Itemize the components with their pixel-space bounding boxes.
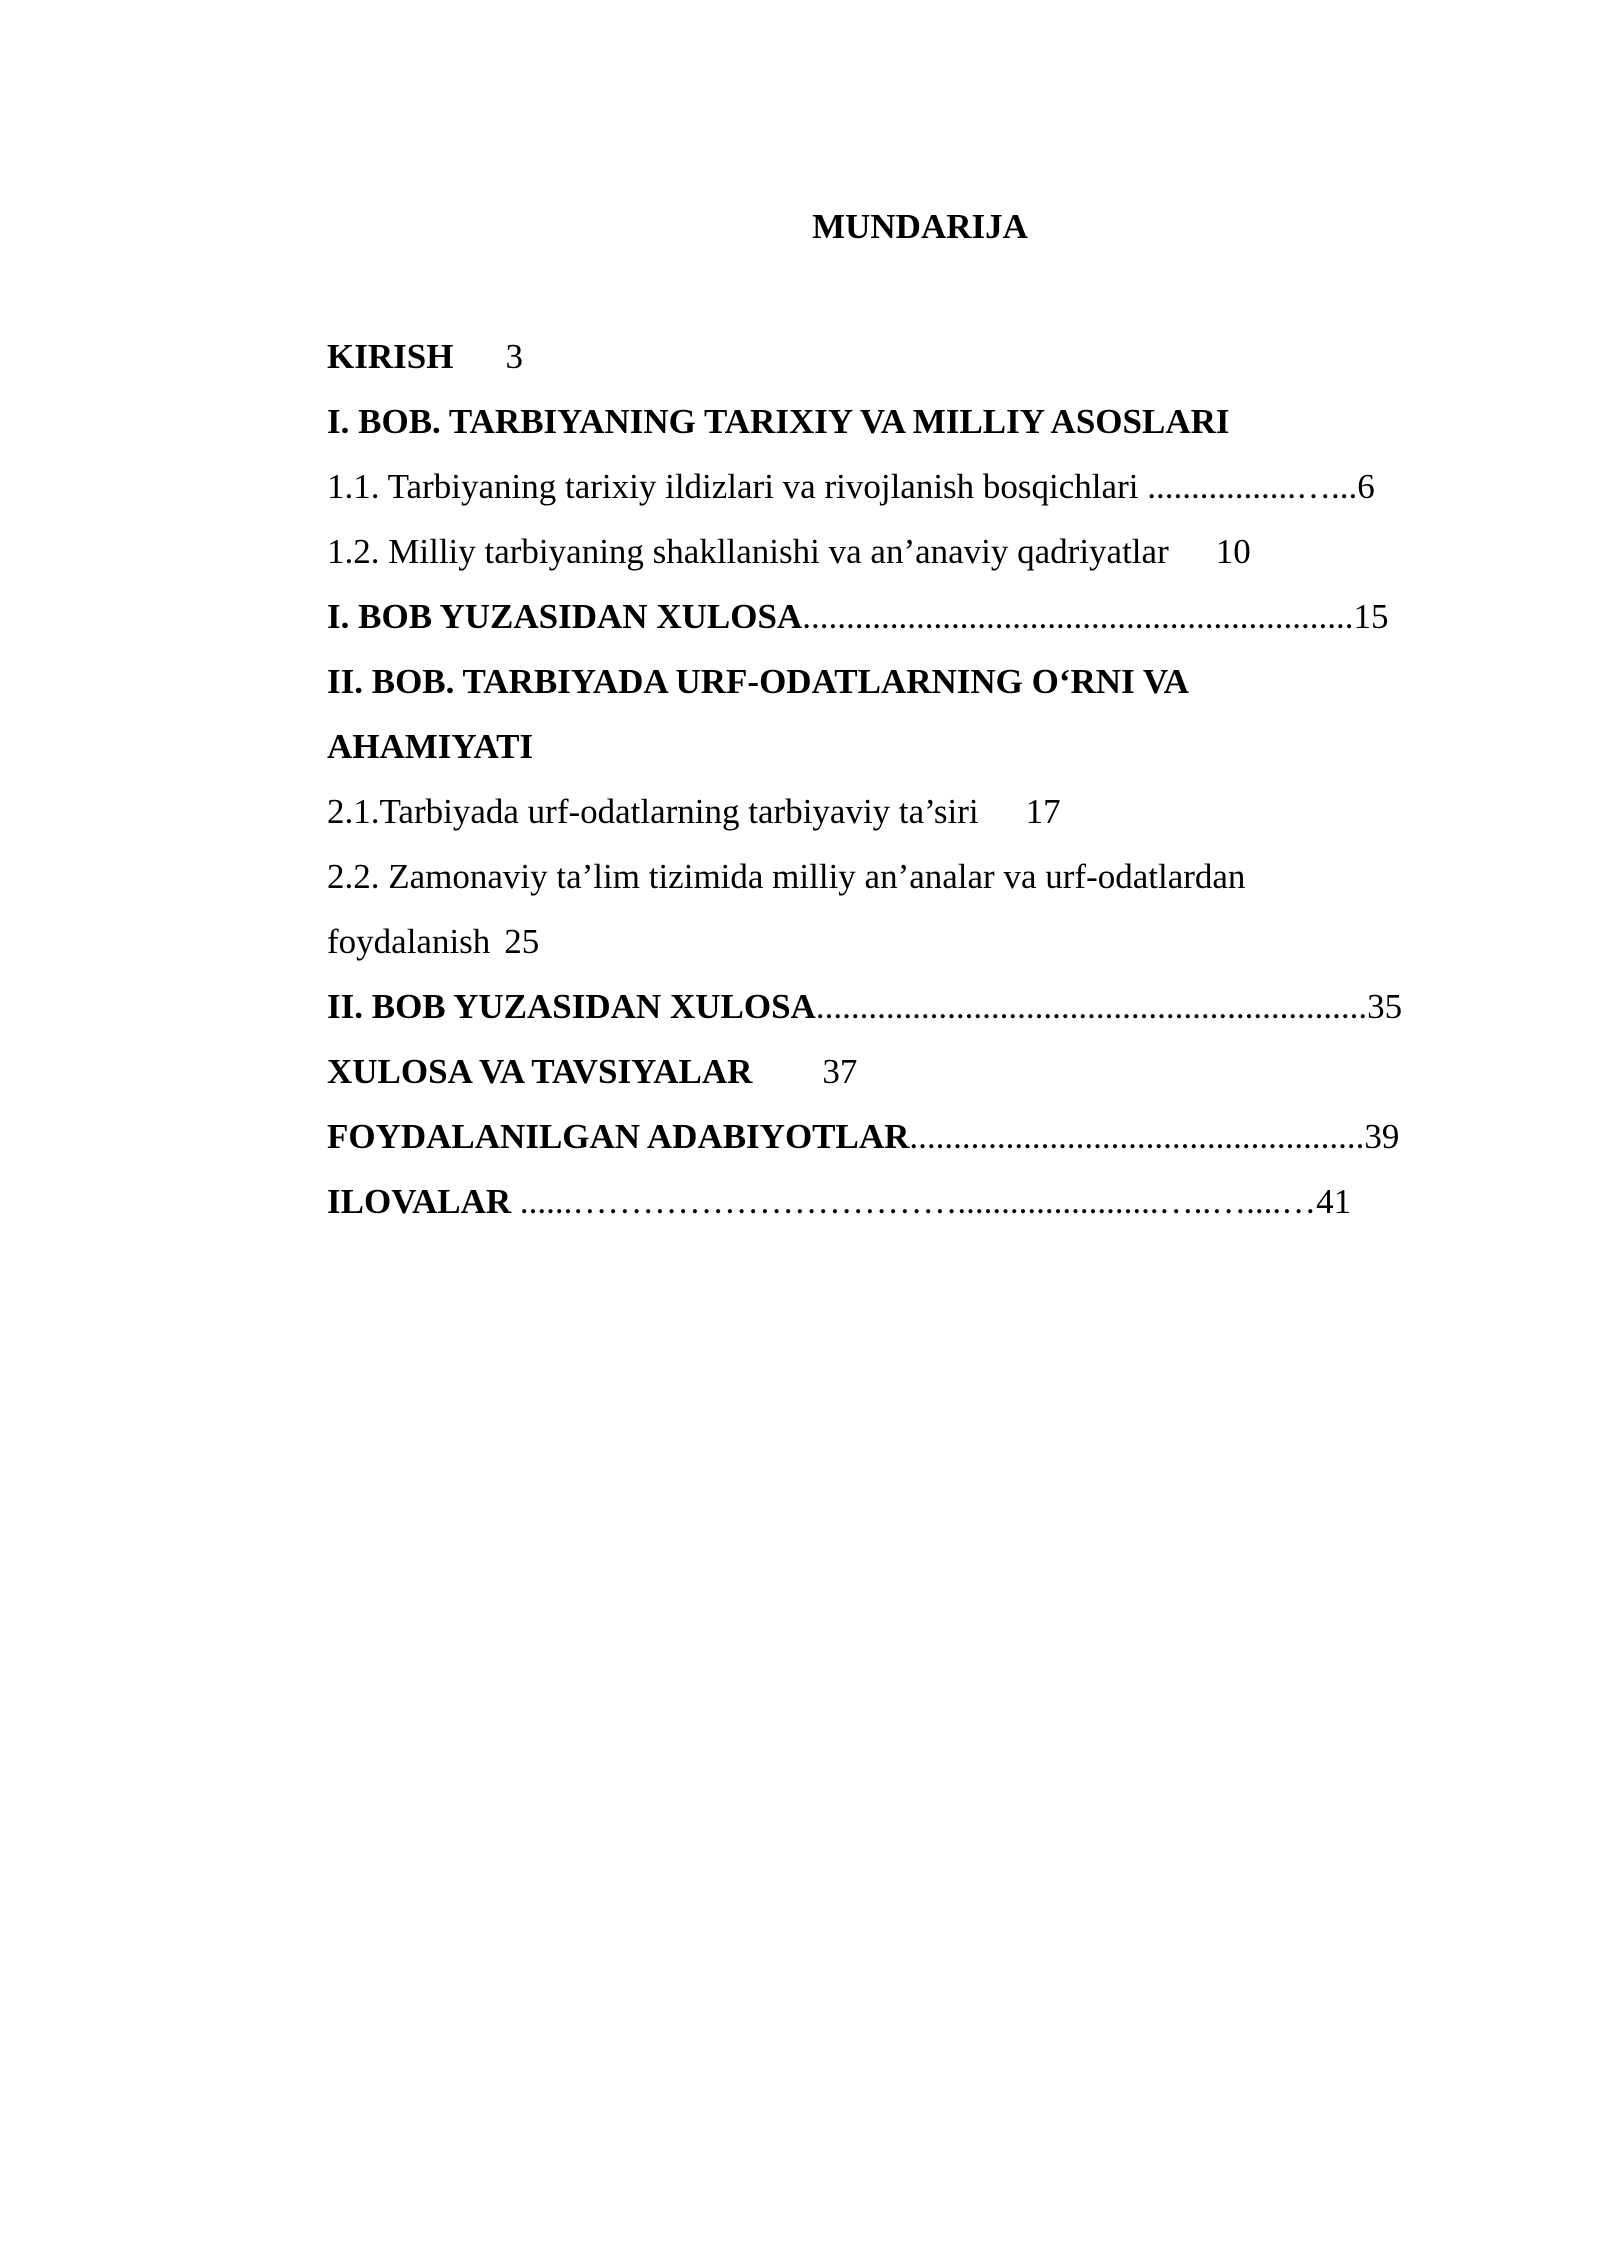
toc-entry-label: 1.1. Tarbiyaning tarixiy ildizlari va rivojlanish bosqichlari (327, 467, 1139, 506)
toc-entry (327, 397, 1487, 462)
toc-entry (327, 982, 1487, 1047)
toc-entry-page: 10 (1215, 532, 1251, 571)
toc-entry (327, 592, 1487, 657)
toc-entry-page: 15 (1353, 597, 1389, 636)
table-of-contents (327, 332, 1487, 1242)
toc-entry-label: KIRISH (327, 337, 454, 376)
toc-entry-label: FOYDALANILGAN ADABIYOTLAR (327, 1117, 910, 1156)
toc-entry-label: ILOVALAR (327, 1182, 512, 1221)
toc-entry (327, 657, 1487, 722)
toc-entry (327, 787, 1487, 852)
toc-entry-label: foydalanish (327, 922, 491, 961)
toc-entry (327, 462, 1487, 527)
toc-entry (327, 1177, 1487, 1242)
toc-entry-leader: ............................................................... (802, 597, 1354, 636)
toc-entry-page: 25 (504, 922, 540, 961)
toc-entry-label: AHAMIYATI (327, 727, 534, 766)
toc-entry-label: 2.1.Tarbiyada urf-odatlarning tarbiyaviy ta’siri (327, 792, 979, 831)
toc-entry-leader: ......…………………………….......................…..…....… (511, 1182, 1317, 1221)
toc-entry-label: II. BOB YUZASIDAN XULOSA (327, 987, 816, 1026)
toc-entry (327, 527, 1487, 592)
toc-entry-label: XULOSA VA TAVSIYALAR (327, 1052, 753, 1091)
toc-entry-leader: ............................................................... (815, 987, 1368, 1026)
toc-entry-page: 35 (1367, 987, 1403, 1026)
toc-entry-label: I. BOB. TARBIYANING TARIXIY VA MILLIY ASOSLARI (327, 402, 1230, 441)
toc-entry (327, 332, 1487, 397)
toc-entry-leader: .................................................... (909, 1117, 1365, 1156)
toc-entry-label: 2.2. Zamonaviy ta’lim tizimida milliy an’analar va urf-odatlardan (327, 857, 1246, 896)
toc-entry (327, 1047, 1487, 1112)
toc-entry-label: II. BOB. TARBIYADA URF-ODATLARNING O‘RNI VA (327, 662, 1189, 701)
toc-entry-leader: .................…... (1138, 467, 1358, 506)
toc-entry-page: 37 (822, 1052, 858, 1091)
toc-entry-label: I. BOB YUZASIDAN XULOSA (327, 597, 803, 636)
toc-entry (327, 1112, 1487, 1177)
toc-entry-page: 39 (1364, 1117, 1400, 1156)
toc-entry (327, 917, 1487, 982)
toc-entry-page: 41 (1316, 1182, 1352, 1221)
toc-entry-page: 17 (1025, 792, 1061, 831)
toc-entry-page: 6 (1357, 467, 1375, 506)
toc-entry (327, 722, 1487, 787)
toc-entry (327, 852, 1487, 917)
page-title-text: MUNDARIJA (812, 207, 1028, 246)
page-title (0, 205, 1600, 249)
toc-entry-label: 1.2. Milliy tarbiyaning shakllanishi va an’anaviy qadriyatlar (327, 532, 1169, 571)
toc-entry-page: 3 (505, 337, 523, 376)
